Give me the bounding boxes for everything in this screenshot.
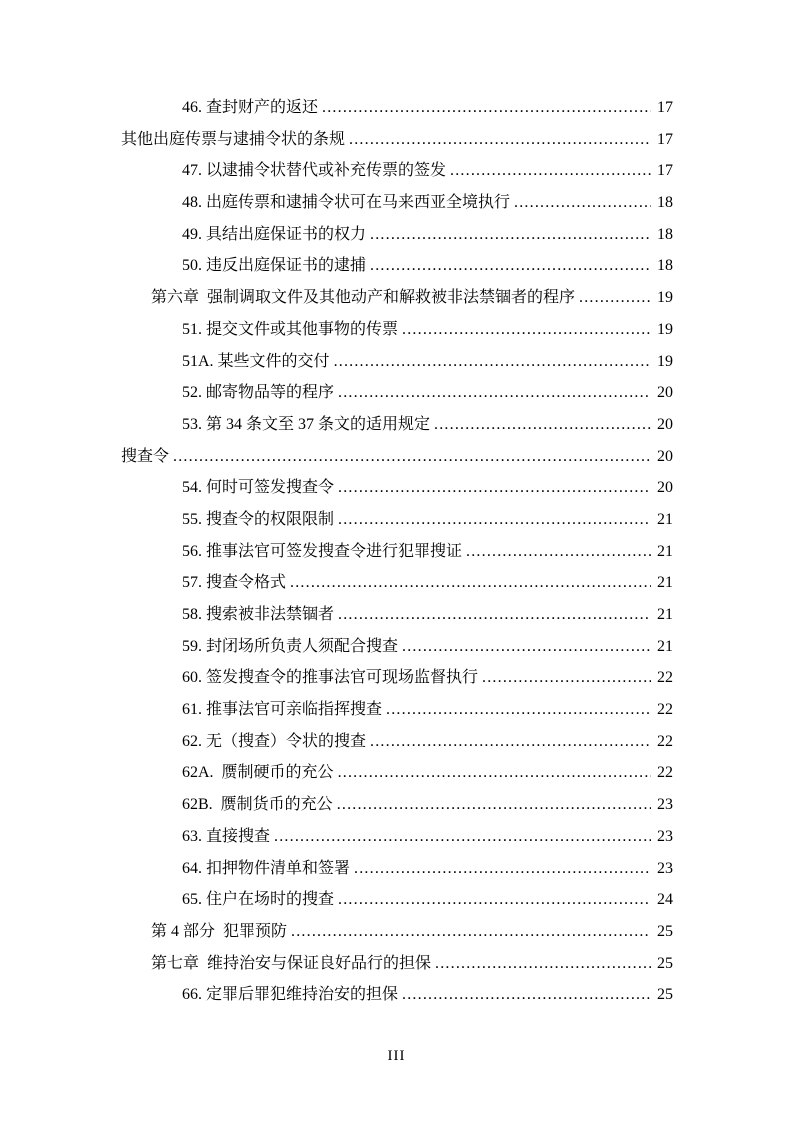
- toc-entry-page: 20: [657, 415, 673, 433]
- toc-entry: [121, 567, 673, 599]
- toc-entry-label: 48. 出庭传票和逮捕令状可在马来西亚全境执行: [182, 194, 511, 212]
- toc-entry-page: 23: [657, 859, 673, 877]
- toc-entry: [121, 92, 673, 124]
- toc-entry: [121, 282, 673, 314]
- toc-dot-leader: [349, 124, 651, 156]
- toc-entry-label: 56. 推事法官可签发搜查令进行犯罪搜证: [182, 542, 463, 560]
- toc-dot-leader: [173, 441, 651, 473]
- toc-dot-leader: [291, 916, 651, 948]
- toc-entry: [121, 884, 673, 916]
- toc-entry-label: 47. 以逮捕令状替代或补充传票的签发: [182, 162, 447, 180]
- toc-dot-leader: [434, 409, 651, 441]
- toc-entry-label: 65. 住户在场时的搜查: [182, 891, 335, 909]
- toc-entry-page: 19: [657, 320, 673, 338]
- toc-entry: [121, 441, 673, 473]
- toc-entry: [121, 504, 673, 536]
- toc-entry-label: 66. 定罪后罪犯维持治安的担保: [182, 986, 399, 1004]
- page-number: III: [387, 1048, 406, 1064]
- toc-entry-page: 20: [657, 479, 673, 497]
- toc-entry-page: 22: [657, 764, 673, 782]
- toc-entry: [121, 821, 673, 853]
- toc-entry: [121, 948, 673, 980]
- toc-entry-page: 25: [657, 922, 673, 940]
- toc-dot-leader: [402, 631, 651, 663]
- toc-entry-page: 22: [657, 701, 673, 719]
- toc-entry: [121, 155, 673, 187]
- toc-entry-page: 18: [657, 225, 673, 243]
- toc-entry-label: 60. 签发搜查令的推事法官可现场监督执行: [182, 669, 479, 687]
- toc-entry: [121, 314, 673, 346]
- toc-entry-page: 23: [657, 827, 673, 845]
- toc-entry: [121, 536, 673, 568]
- toc-dot-leader: [338, 884, 651, 916]
- toc-entry: [121, 187, 673, 219]
- toc-dot-leader: [338, 599, 651, 631]
- toc-entry: [121, 853, 673, 885]
- toc-entry-page: 17: [657, 162, 673, 180]
- toc-entry: [121, 662, 673, 694]
- toc-entry-label: 61. 推事法官可亲临指挥搜查: [182, 701, 383, 719]
- toc-entry-label: 57. 搜查令格式: [182, 574, 287, 592]
- toc-entry-label: 62B. 赝制货币的充公: [182, 796, 333, 814]
- toc-dot-leader: [337, 789, 651, 821]
- toc-entry-page: 20: [657, 384, 673, 402]
- toc-entry-label: 58. 搜索被非法禁锢者: [182, 606, 335, 623]
- toc-entry-page: 21: [657, 542, 673, 560]
- toc-dot-leader: [370, 219, 651, 251]
- toc-dot-leader: [322, 92, 651, 124]
- toc-entry-page: 18: [657, 194, 673, 212]
- toc-entry: [121, 250, 673, 282]
- toc-entry-label: 49. 具结出庭保证书的权力: [182, 225, 367, 243]
- toc-entry-label: 51. 提交文件或其他事物的传票: [182, 320, 399, 338]
- toc-entry: [121, 599, 673, 631]
- toc-entry-label: 59. 封闭场所负责人须配合搜查: [182, 637, 399, 655]
- toc-entry-label: 62A. 赝制硬币的充公: [182, 764, 334, 782]
- toc-dot-leader: [290, 567, 651, 599]
- toc-dot-leader: [370, 726, 651, 758]
- toc-entry-page: 19: [657, 352, 673, 370]
- toc-dot-leader: [435, 948, 651, 980]
- toc-entry-page: 18: [657, 257, 673, 275]
- toc-entry-page: 24: [657, 891, 673, 909]
- toc-entry: [121, 916, 673, 948]
- toc-entry: [121, 219, 673, 251]
- toc-dot-leader: [354, 853, 651, 885]
- toc-dot-leader: [338, 377, 651, 409]
- toc-entry-page: 19: [657, 289, 673, 307]
- toc-entry-page: 23: [657, 796, 673, 814]
- toc-entry-label: 其他出庭传票与逮捕令状的条规: [121, 130, 346, 148]
- toc-dot-leader: [334, 346, 651, 378]
- toc-entry-label: 53. 第 34 条文至 37 条文的适用规定: [182, 415, 431, 433]
- toc-entry-label: 52. 邮寄物品等的程序: [182, 384, 335, 402]
- toc-dot-leader: [274, 821, 651, 853]
- toc-entry-label: 62. 无（搜查）令状的搜查: [182, 732, 367, 750]
- toc-entry-label: 第六章 强制调取文件及其他动产和解救被非法禁锢者的程序: [151, 289, 576, 307]
- toc-list: [121, 92, 673, 1011]
- toc-entry-label: 54. 何时可签发搜查令: [182, 479, 335, 497]
- toc-entry-page: 22: [657, 669, 673, 687]
- toc-entry-page: 21: [657, 637, 673, 655]
- toc-dot-leader: [338, 757, 651, 789]
- toc-entry-label: 55. 搜查令的权限限制: [182, 510, 335, 528]
- toc-dot-leader: [466, 536, 651, 568]
- toc-entry-page: 25: [657, 954, 673, 972]
- toc-entry-page: 17: [657, 130, 673, 148]
- toc-entry-page: 22: [657, 732, 673, 750]
- toc-entry: [121, 757, 673, 789]
- toc-dot-leader: [482, 662, 651, 694]
- toc-entry-label: 50. 违反出庭保证书的逮捕: [182, 257, 367, 275]
- toc-entry-page: 17: [657, 99, 673, 116]
- toc-entry: [121, 631, 673, 663]
- toc-entry-label: 46. 查封财产的返还: [182, 99, 319, 116]
- toc-entry-label: 搜查令: [121, 447, 170, 465]
- toc-entry: [121, 789, 673, 821]
- toc-entry-label: 第 4 部分 犯罪预防: [151, 922, 288, 940]
- toc-dot-leader: [338, 504, 651, 536]
- toc-dot-leader: [579, 282, 651, 314]
- toc-dot-leader: [514, 187, 651, 219]
- toc-dot-leader: [338, 472, 651, 504]
- toc-dot-leader: [402, 979, 651, 1011]
- toc-dot-leader: [386, 694, 651, 726]
- toc-dot-leader: [370, 250, 651, 282]
- toc-entry-page: 25: [657, 986, 673, 1004]
- toc-dot-leader: [402, 314, 651, 346]
- toc-entry: [121, 472, 673, 504]
- toc-entry-label: 51A. 某些文件的交付: [182, 352, 330, 370]
- toc-entry: [121, 409, 673, 441]
- toc-entry: [121, 346, 673, 378]
- toc-entry-page: 21: [657, 510, 673, 528]
- toc-entry: [121, 726, 673, 758]
- toc-entry-page: 21: [657, 606, 673, 623]
- toc-entry-label: 63. 直接搜查: [182, 827, 271, 845]
- toc-entry: [121, 979, 673, 1011]
- toc-entry-page: 21: [657, 574, 673, 592]
- toc-dot-leader: [450, 155, 651, 187]
- toc-entry-page: 20: [657, 447, 673, 465]
- toc-entry-label: 64. 扣押物件清单和签署: [182, 859, 351, 877]
- toc-entry: [121, 694, 673, 726]
- toc-entry: [121, 124, 673, 156]
- toc-entry-label: 第七章 维持治安与保证良好品行的担保: [151, 954, 432, 972]
- toc-entry: [121, 377, 673, 409]
